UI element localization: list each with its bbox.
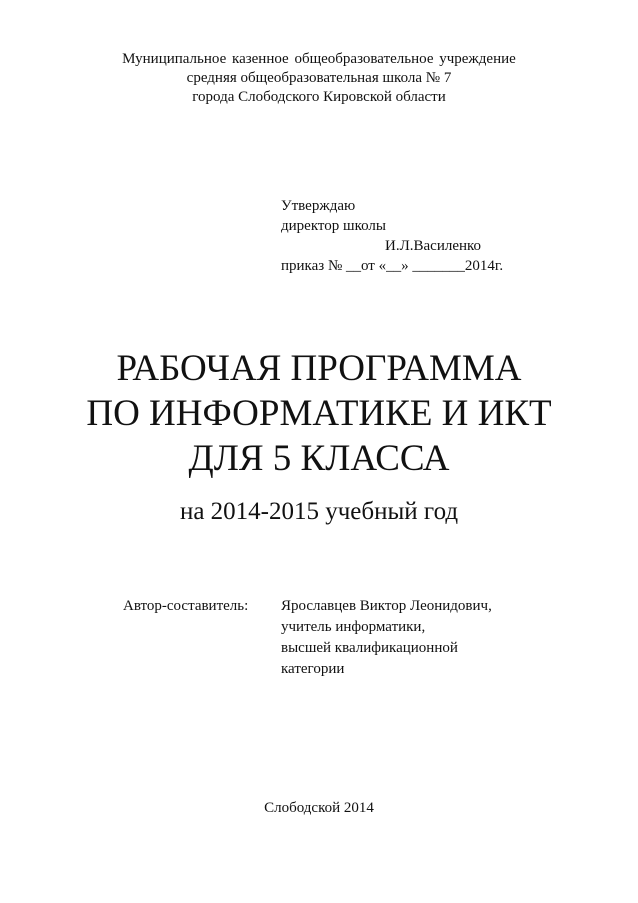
institution-line: города Слободского Кировской области	[192, 89, 446, 105]
title-line: ДЛЯ 5 КЛАССА	[188, 438, 450, 479]
title-line: ПО ИНФОРМАТИКЕ И ИКТ	[86, 393, 552, 434]
academic-year: на 2014-2015 учебный год	[179, 498, 459, 525]
author-label: Автор-составитель:	[123, 598, 249, 614]
approval-word: Утверждаю	[281, 198, 356, 214]
program-title	[0, 346, 638, 481]
institution-line: средняя общеобразовательная школа № 7	[186, 70, 452, 86]
author-line: категории	[281, 661, 345, 677]
author-line: высшей квалификационной	[281, 640, 458, 656]
title-line: РАБОЧАЯ ПРОГРАММА	[116, 348, 522, 389]
author-line: Ярославцев Виктор Леонидович,	[281, 598, 492, 614]
approval-block	[281, 196, 503, 276]
approval-signatory: И.Л.Василенко	[385, 238, 482, 254]
approval-position: директор школы	[281, 218, 386, 234]
institution-line: Муниципальное казенное общеобразовательное учреждение	[122, 51, 516, 67]
institution-header	[0, 50, 638, 107]
approval-order: приказ № __от «__» _______2014г.	[281, 258, 504, 274]
author-line: учитель информатики,	[281, 619, 426, 635]
place-and-year: Слободской 2014	[264, 800, 374, 816]
author-info	[281, 596, 492, 680]
